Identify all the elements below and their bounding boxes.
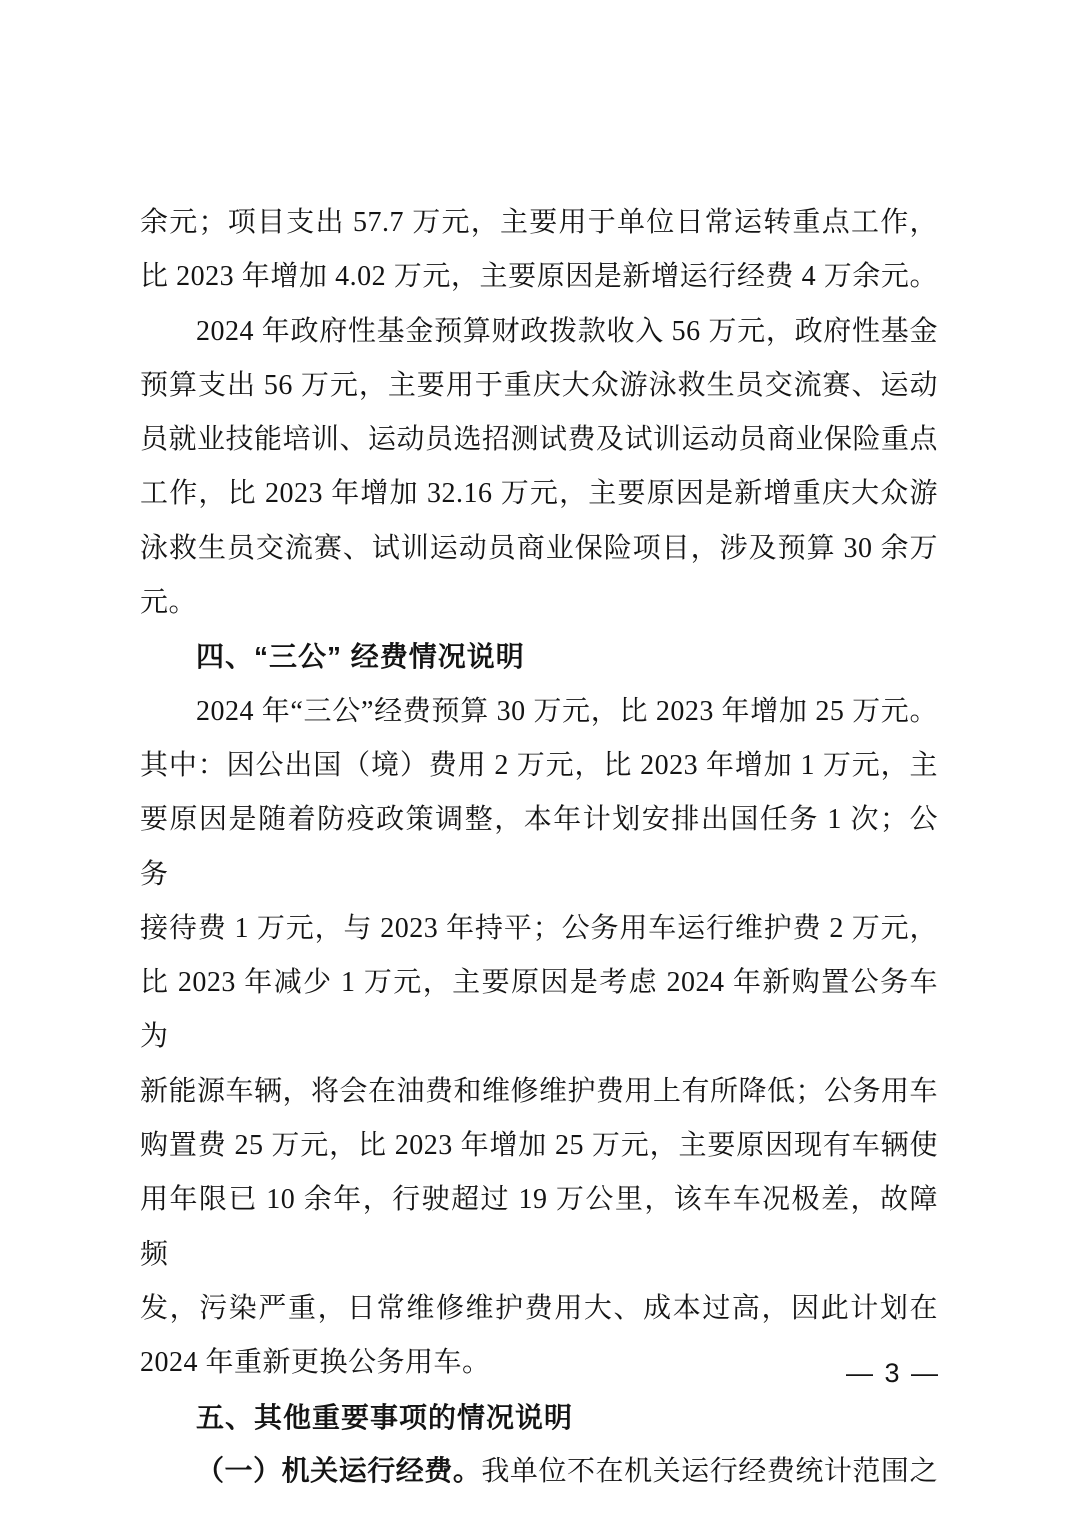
text-line: 元。 <box>140 587 198 619</box>
page-number: — 3 — <box>845 1358 940 1388</box>
text-line: 购置费 25 万元，比 2023 年增加 25 万元，主要原因现有车辆使 <box>140 1130 938 1162</box>
text-line: 泳救生员交流赛、试训运动员商业保险项目，涉及预算 30 余万 <box>140 532 938 564</box>
body-text: 我单位不在机关运行经费统计范围之 <box>481 1455 938 1487</box>
text-line: 工作，比 2023 年增加 32.16 万元，主要原因是新增重庆大众游 <box>140 478 938 510</box>
text-line <box>140 1445 938 1499</box>
text-line: 预算支出 56 万元，主要用于重庆大众游泳救生员交流赛、运动 <box>140 369 938 401</box>
text-block <box>140 196 938 1499</box>
text-line: 比 2023 年减少 1 万元，主要原因是考虑 2024 年新购置公务车为 <box>140 967 938 1053</box>
text-line: 员就业技能培训、运动员选招测试费及试训运动员商业保险重点 <box>140 424 939 456</box>
text-line: 要原因是随着防疫政策调整，本年计划安排出国任务 1 次；公务 <box>140 804 938 890</box>
text-line: 接待费 1 万元，与 2023 年持平；公务用车运行维护费 2 万元， <box>140 912 938 944</box>
text-line: 其中：因公出国（境）费用 2 万元，比 2023 年增加 1 万元，主 <box>140 749 938 781</box>
emphasis-text: （一）机关运行经费。 <box>196 1455 482 1487</box>
text-line: 2024 年“三公”经费预算 30 万元，比 2023 年增加 25 万元。 <box>196 695 938 727</box>
text-line: 2024 年重新更换公务用车。 <box>140 1347 491 1379</box>
text-line: 发，污染严重，日常维修维护费用大、成本过高，因此计划在 <box>140 1292 938 1324</box>
text-line: 2024 年政府性基金预算财政拨款收入 56 万元，政府性基金 <box>196 315 938 347</box>
section-heading: 五、其他重要事项的情况说明 <box>196 1401 574 1433</box>
text-line: 用年限已 10 余年，行驶超过 19 万公里，该车车况极差，故障频 <box>140 1184 938 1270</box>
text-line: 新能源车辆，将会在油费和维修维护费用上有所降低；公务用车 <box>140 1075 939 1107</box>
section-heading: 四、“三公” 经费情况说明 <box>196 641 525 673</box>
text-line: 余元；项目支出 57.7 万元，主要用于单位日常运转重点工作， <box>140 207 938 238</box>
text-line: 比 2023 年增加 4.02 万元，主要原因是新增运行经费 4 万余元。 <box>140 261 938 293</box>
